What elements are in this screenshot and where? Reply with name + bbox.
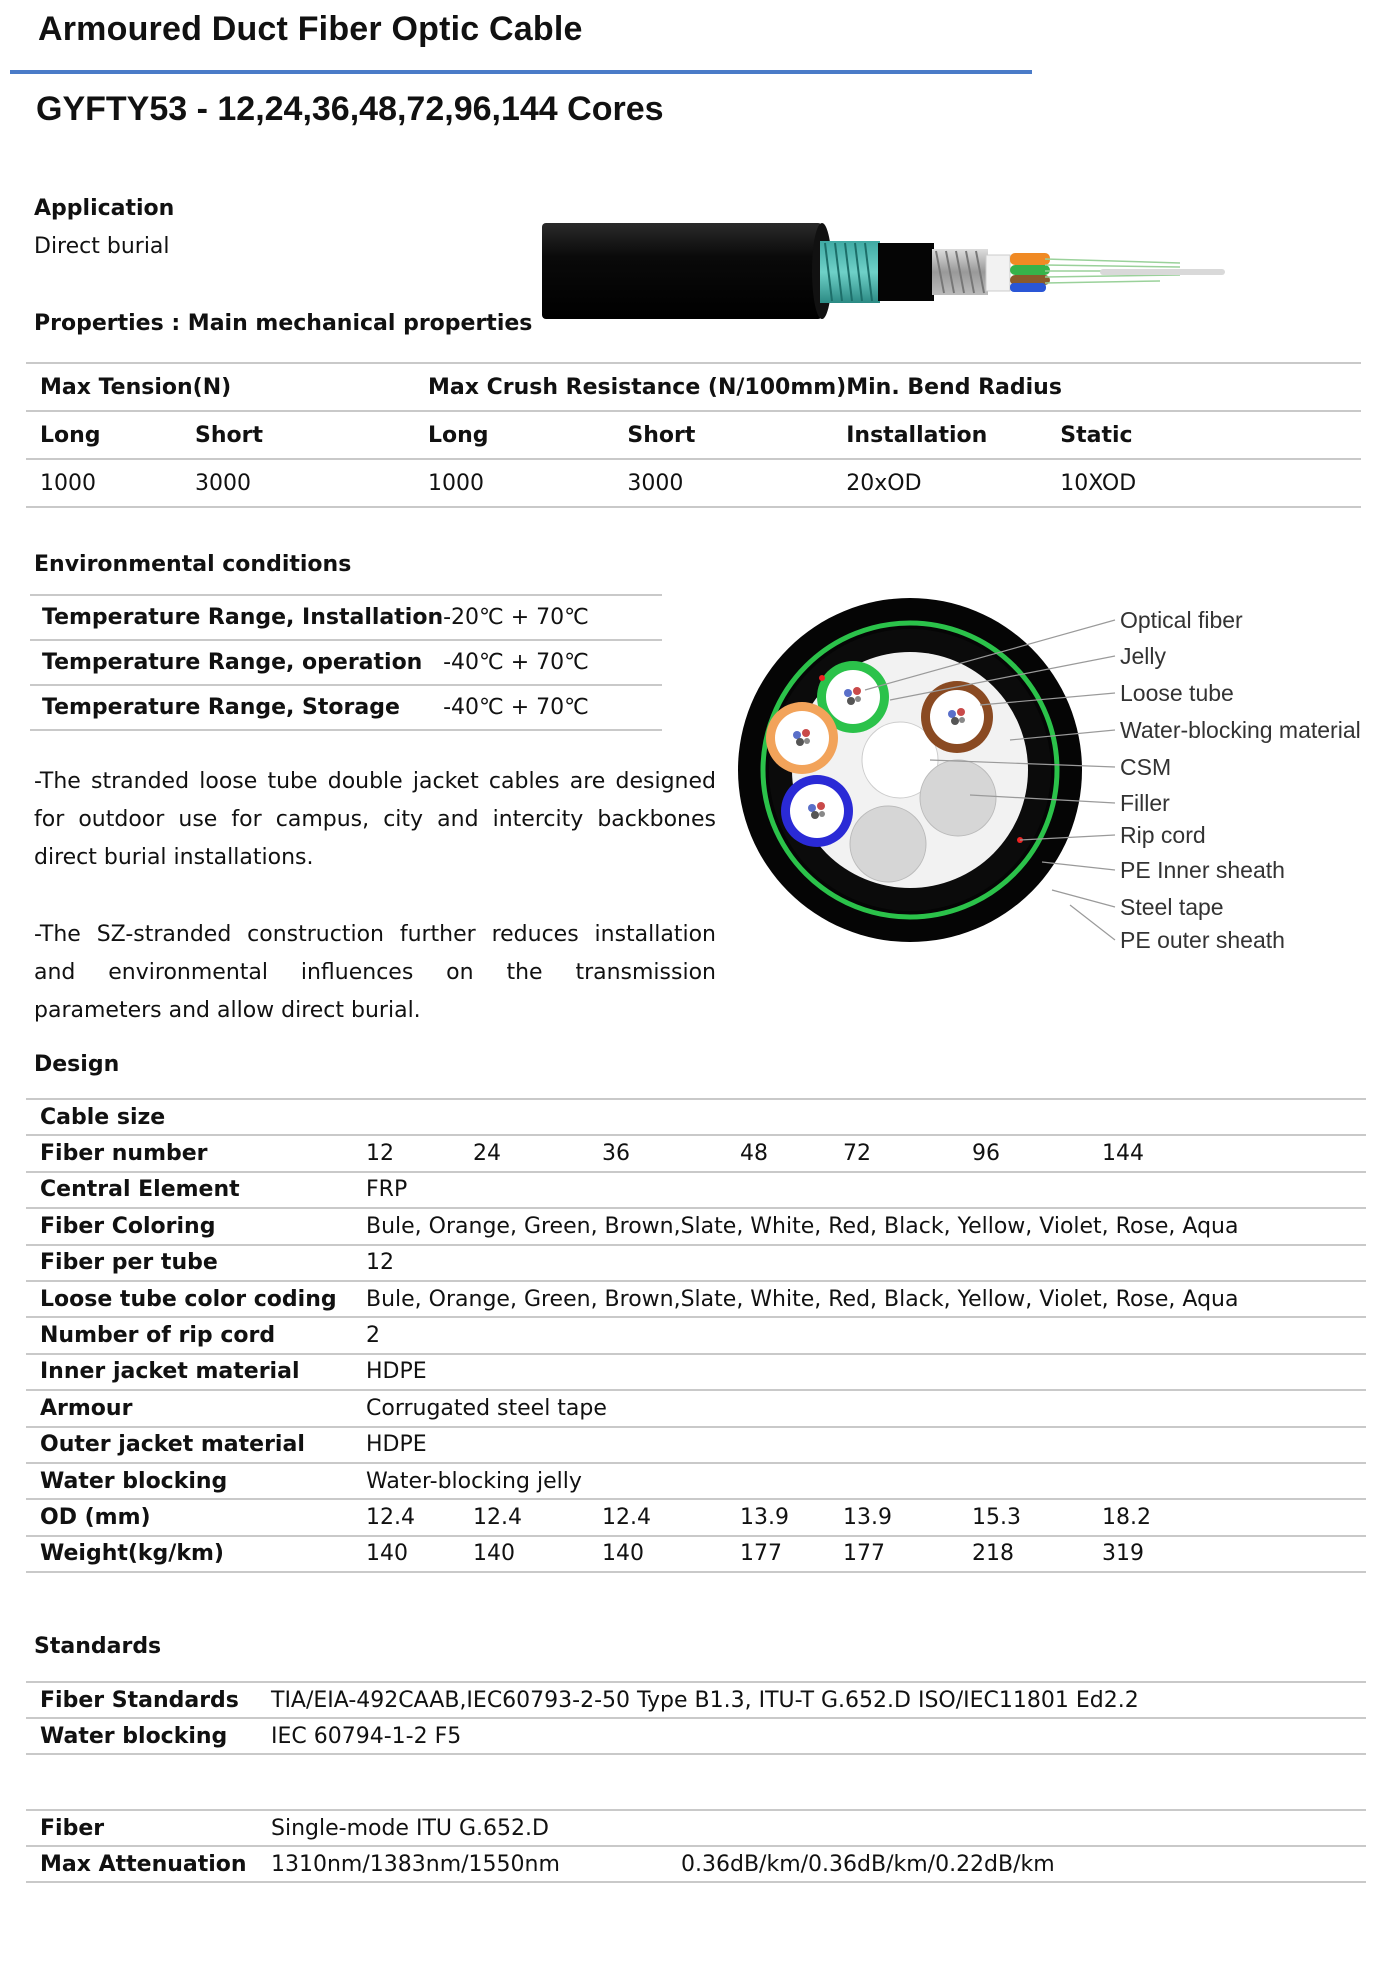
row-label: Weight(kg/km) — [40, 1541, 224, 1567]
weight-cell: 218 — [972, 1541, 1014, 1567]
table-row — [26, 1354, 1366, 1390]
label-csm: CSM — [1120, 754, 1172, 780]
row-label: OD (mm) — [40, 1504, 151, 1530]
table-row — [26, 1463, 1366, 1499]
row-label: Outer jacket material — [40, 1432, 305, 1458]
od-cell: 18.2 — [1102, 1504, 1151, 1530]
label-pe-outer-sheath: PE outer sheath — [1120, 927, 1285, 953]
label-pe-inner-sheath: PE Inner sheath — [1120, 857, 1285, 883]
row-label: Fiber Coloring — [40, 1213, 216, 1239]
table-row — [26, 1390, 1366, 1426]
subheader-cell: Long — [40, 422, 101, 448]
fiber-number-cell: 72 — [843, 1141, 871, 1167]
filler — [920, 760, 996, 836]
row-label: Loose tube color coding — [40, 1286, 337, 1312]
subheader-cell: Short — [195, 422, 263, 448]
row-label: Inner jacket material — [40, 1359, 300, 1385]
table-row — [30, 685, 662, 730]
label-loose-tube: Loose tube — [1120, 680, 1234, 706]
table-row — [26, 1682, 1366, 1718]
weight-cell: 140 — [602, 1541, 644, 1567]
table-row — [30, 595, 662, 640]
table-row — [26, 459, 1361, 507]
value-cell: 1000 — [40, 470, 96, 496]
table-subheader-row — [26, 411, 1361, 459]
row-value: 12 — [366, 1250, 394, 1276]
label-jelly: Jelly — [1120, 643, 1167, 669]
value-cell: 3000 — [195, 470, 251, 496]
group-max-tension: Max Tension(N) — [40, 374, 232, 400]
description-paragraph: -The stranded loose tube double jacket cables are designed for outdoor use for campus, city and intercity backbones direct burial installations. — [34, 769, 716, 870]
description-paragraph: -The SZ-stranded construction further reduces installation and environmental influences on the transmission parameters and allow direct burial. — [34, 922, 716, 1023]
value-cell: 10XOD — [1060, 470, 1137, 496]
env-value: -40℃ + 70℃ — [443, 695, 589, 720]
weight-cell: 177 — [843, 1541, 885, 1567]
table-row — [26, 1281, 1366, 1317]
row-label: Fiber Standards — [40, 1687, 239, 1713]
weight-cell: 140 — [366, 1541, 408, 1567]
attenuation-wavelengths: 1310nm/1383nm/1550nm — [271, 1851, 560, 1877]
od-cell: 12.4 — [473, 1504, 522, 1530]
table-row — [26, 1536, 1366, 1572]
value-cell: 3000 — [627, 470, 684, 496]
table-row — [26, 1172, 1366, 1208]
env-label: Temperature Range, Installation — [42, 605, 444, 630]
od-cell: 12.4 — [366, 1504, 415, 1530]
env-value: -20℃ + 70℃ — [443, 605, 589, 630]
row-label: Water blocking — [40, 1468, 228, 1494]
row-label: Fiber per tube — [40, 1250, 218, 1276]
row-label: Fiber number — [40, 1141, 208, 1167]
rip-cord — [819, 675, 825, 681]
cable-side-view-illustration — [540, 215, 1230, 325]
row-value: Single-mode ITU G.652.D — [271, 1815, 549, 1841]
application-heading: Application — [34, 196, 175, 221]
design-table — [26, 1098, 1366, 1573]
table-row — [26, 1810, 1366, 1846]
subheader-cell: Static — [1060, 422, 1133, 448]
table-row — [26, 1245, 1366, 1281]
weight-cell: 140 — [473, 1541, 515, 1567]
environment-heading: Environmental conditions — [34, 552, 352, 577]
standards-table — [26, 1681, 1366, 1755]
subheader-cell: Installation — [846, 422, 988, 448]
row-value: HDPE — [366, 1432, 427, 1458]
fiber-number-cell: 144 — [1102, 1141, 1144, 1167]
label-filler: Filler — [1120, 790, 1170, 816]
value-cell: 1000 — [428, 470, 484, 496]
od-cell: 15.3 — [972, 1504, 1021, 1530]
row-label: Fiber — [40, 1815, 105, 1841]
row-value: FRP — [366, 1177, 408, 1203]
environment-table — [30, 594, 662, 731]
od-cell: 12.4 — [602, 1504, 651, 1530]
weight-cell: 177 — [740, 1541, 782, 1567]
row-value: 2 — [366, 1323, 380, 1349]
row-value: Bule, Orange, Green, Brown,Slate, White, Red, Black, Yellow, Violet, Rose, Aqua — [366, 1213, 1239, 1239]
env-label: Temperature Range, Storage — [42, 695, 400, 720]
document-subtitle: GYFTY53 - 12,24,36,48,72,96,144 Cores — [36, 90, 664, 128]
env-label: Temperature Range, operation — [42, 650, 423, 675]
row-value: TIA/EIA-492CAAB,IEC60793-2-50 Type B1.3, ITU-T G.652.D ISO/IEC11801 Ed2.2 — [271, 1687, 1139, 1713]
row-label: Armour — [40, 1395, 133, 1421]
filler — [850, 806, 926, 882]
fiber-table — [26, 1809, 1366, 1883]
mechanical-properties-table — [26, 362, 1361, 508]
table-row — [26, 1099, 1366, 1135]
weight-cell: 319 — [1102, 1541, 1144, 1567]
properties-heading: Properties : Main mechanical properties — [34, 311, 533, 336]
group-max-crush: Max Crush Resistance (N/100mm) — [428, 374, 847, 400]
fiber-number-cell: 24 — [473, 1141, 501, 1167]
group-bend-radius: Min. Bend Radius — [846, 374, 1062, 400]
row-label: Max Attenuation — [40, 1851, 247, 1877]
fiber-number-cell: 48 — [740, 1141, 768, 1167]
fiber-number-cell: 96 — [972, 1141, 1000, 1167]
table-row — [26, 1427, 1366, 1463]
row-value: IEC 60794-1-2 F5 — [271, 1723, 462, 1749]
table-row — [30, 640, 662, 685]
fiber-number-cell: 12 — [366, 1141, 394, 1167]
label-steel-tape: Steel tape — [1120, 894, 1224, 920]
table-row — [26, 1846, 1366, 1882]
row-value: HDPE — [366, 1359, 427, 1385]
row-value: Water-blocking jelly — [366, 1468, 582, 1494]
document-title: Armoured Duct Fiber Optic Cable — [38, 10, 583, 48]
row-value: Bule, Orange, Green, Brown,Slate, White, Red, Black, Yellow, Violet, Rose, Aqua — [366, 1286, 1239, 1312]
label-water-blocking-material: Water-blocking material — [1120, 717, 1361, 743]
title-underline — [10, 70, 1032, 74]
attenuation-values: 0.36dB/km/0.36dB/km/0.22dB/km — [681, 1851, 1055, 1877]
row-value: Corrugated steel tape — [366, 1395, 607, 1421]
label-rip-cord: Rip cord — [1120, 822, 1206, 848]
row-label: Central Element — [40, 1177, 240, 1203]
table-row — [26, 1208, 1366, 1244]
design-heading: Design — [34, 1052, 120, 1077]
cable-size-label: Cable size — [40, 1104, 166, 1130]
subheader-cell: Long — [428, 422, 489, 448]
table-row — [26, 1499, 1366, 1535]
row-label: Number of rip cord — [40, 1323, 276, 1349]
od-cell: 13.9 — [843, 1504, 892, 1530]
value-cell: 20xOD — [846, 470, 922, 496]
od-cell: 13.9 — [740, 1504, 789, 1530]
label-optical-fiber: Optical fiber — [1120, 607, 1243, 633]
table-header-row — [26, 363, 1361, 411]
cable-cross-section-diagram — [730, 590, 1380, 970]
standards-heading: Standards — [34, 1634, 162, 1659]
row-label: Water blocking — [40, 1723, 228, 1749]
table-row — [26, 1317, 1366, 1353]
fiber-number-cell: 36 — [602, 1141, 630, 1167]
table-row — [26, 1718, 1366, 1754]
subheader-cell: Short — [627, 422, 696, 448]
env-value: -40℃ + 70℃ — [443, 650, 589, 675]
application-value: Direct burial — [34, 234, 170, 259]
table-row — [26, 1135, 1366, 1171]
